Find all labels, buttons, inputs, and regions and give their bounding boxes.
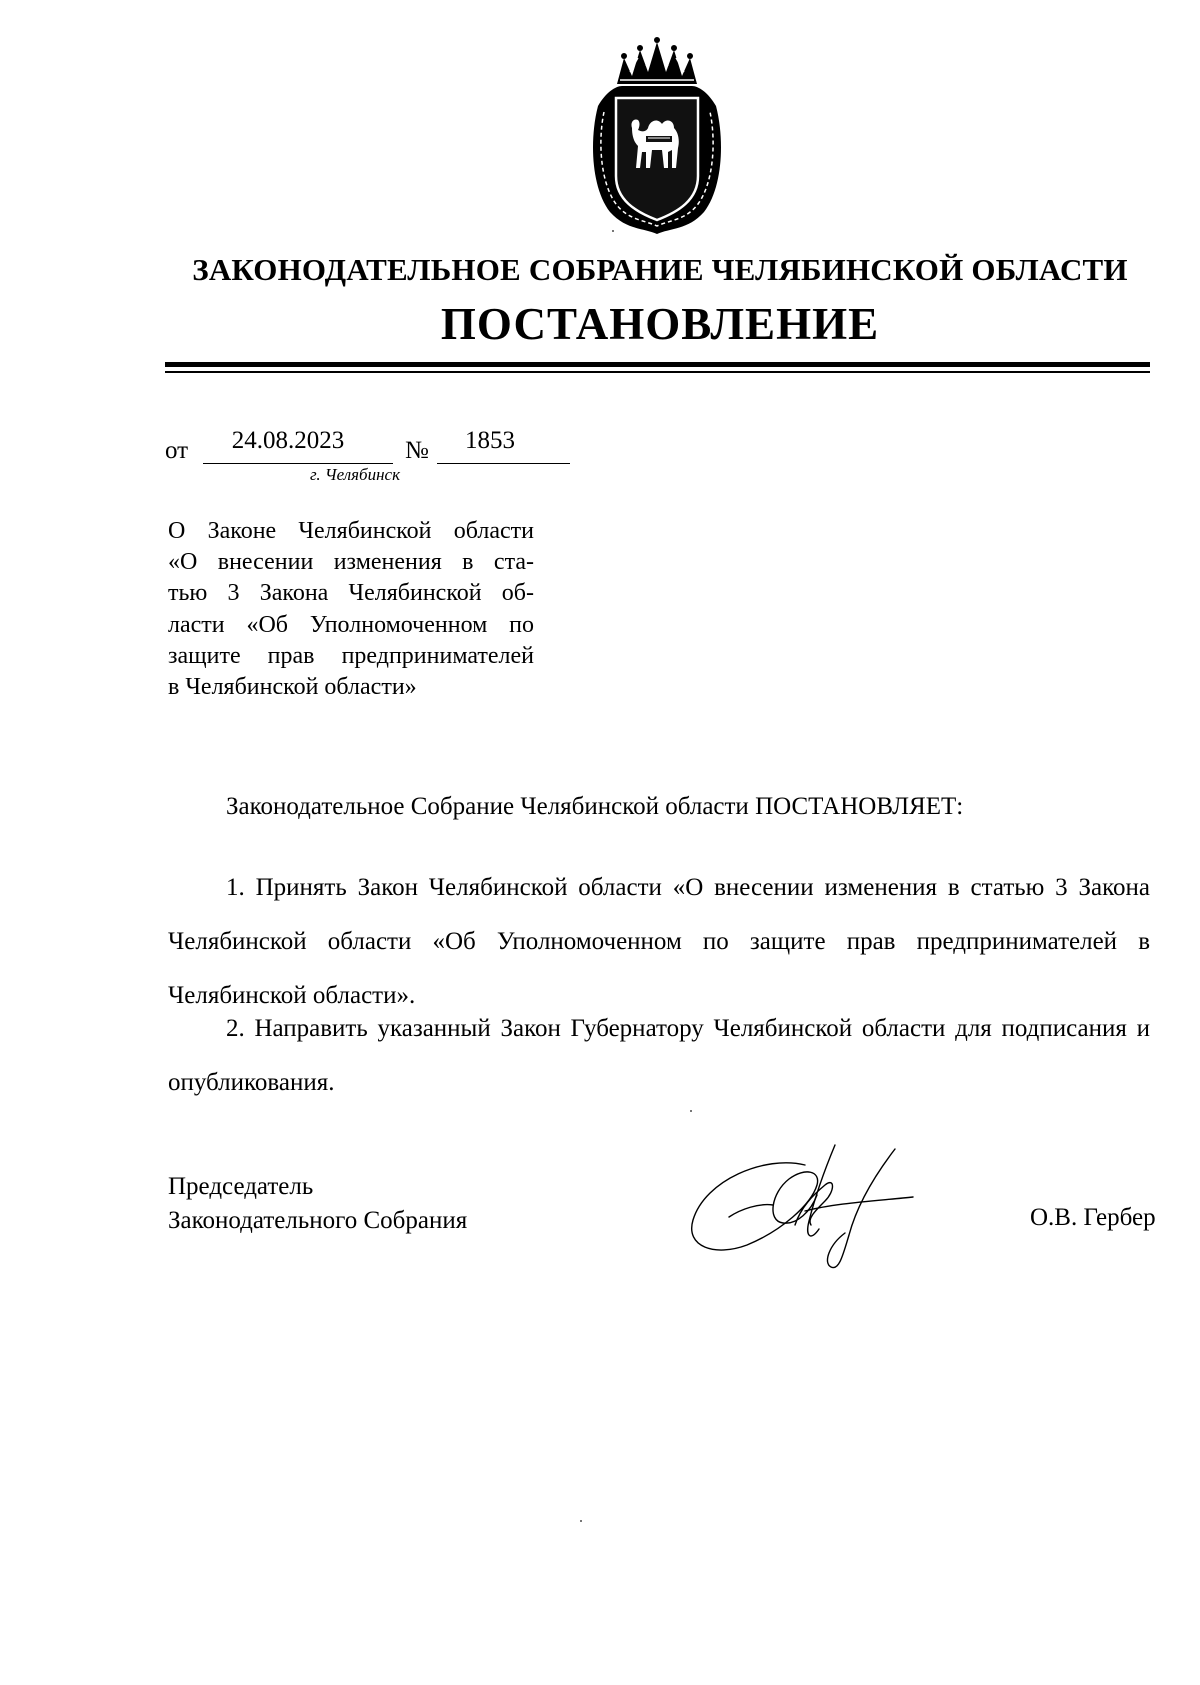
chelyabinsk-coat-of-arms-icon bbox=[582, 36, 732, 236]
scan-artifact bbox=[690, 1110, 692, 1112]
handwritten-signature-icon bbox=[685, 1125, 945, 1275]
subject-line: ласти «Об Уполномоченном по bbox=[168, 611, 534, 638]
organization-title: ЗАКОНОДАТЕЛЬНОЕ СОБРАНИЕ ЧЕЛЯБИНСКОЙ ОБЛАСТИ bbox=[192, 252, 1128, 287]
subject-line: тью 3 Закона Челябинской об- bbox=[168, 580, 534, 607]
signer-position-line: Председатель bbox=[168, 1173, 314, 1200]
signer-position-line: Законодательного Собрания bbox=[168, 1207, 468, 1234]
document-subject bbox=[168, 516, 534, 703]
subject-line: в Челябинской области» bbox=[168, 674, 417, 701]
subject-line: защите прав предпринимателей bbox=[168, 642, 534, 669]
signer-position bbox=[168, 1170, 467, 1238]
header-divider-thick bbox=[165, 362, 1150, 367]
number-label: № bbox=[405, 437, 429, 464]
header-divider-thin bbox=[165, 371, 1150, 373]
resolution-item: 2. Направить указанный Закон Губернатору Челябинской области для подписания и опубликования. bbox=[168, 1015, 1150, 1096]
document-type-title: ПОСТАНОВЛЕНИЕ bbox=[440, 299, 880, 349]
subject-line: «О внесении изменения в ста- bbox=[168, 549, 534, 576]
resolution-item: 1. Принять Закон Челябинской области «О внесении изменения в статью 3 Закона Челябинской области «Об Уполномоченном по защите прав предпринимателей в Челябинской области». bbox=[168, 874, 1150, 1009]
number-underline bbox=[437, 463, 570, 464]
document-number: 1853 bbox=[465, 427, 515, 454]
scan-artifact bbox=[612, 230, 614, 232]
city-label: г. Челябинск bbox=[310, 465, 401, 484]
resolution-preamble: Законодательное Собрание Челябинской области ПОСТАНОВЛЯЕТ: bbox=[226, 793, 964, 820]
scan-artifact bbox=[580, 1520, 582, 1522]
date-underline bbox=[203, 463, 393, 464]
subject-line: О Законе Челябинской области bbox=[168, 518, 534, 544]
date-label: от bbox=[165, 437, 189, 464]
document-date: 24.08.2023 bbox=[231, 427, 345, 454]
signer-name: О.В. Гербер bbox=[1030, 1204, 1156, 1231]
